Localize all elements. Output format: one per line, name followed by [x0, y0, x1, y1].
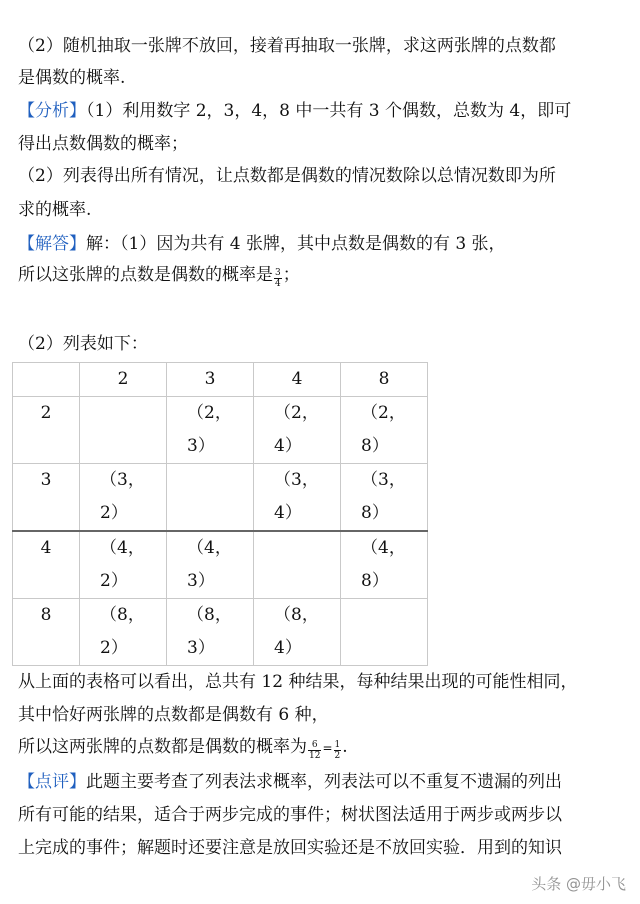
table-cell: （2， 4） [254, 397, 341, 464]
table-cell: （3， 8） [341, 464, 428, 532]
analysis-line-2: 得出点数偶数的概率； [18, 134, 188, 154]
fraction-numerator: 1 [334, 740, 341, 750]
table-cell: （2， 8） [341, 397, 428, 464]
table-row [13, 599, 428, 666]
table-cell [341, 599, 428, 666]
table-cell: （8， 4） [254, 599, 341, 666]
table-row [13, 397, 428, 464]
analysis-tag: 【分析】 [18, 101, 86, 121]
comment-line-2: 所有可能的结果，适合于两步完成的事件；树状图法适用于两步或两步以 [18, 805, 562, 825]
fraction-three-quarters [274, 268, 282, 289]
fraction-one-half [334, 740, 342, 761]
table-row [13, 464, 428, 532]
analysis-line-3: （2）列表得出所有情况，让点数都是偶数的情况数除以总情况数即为所 [18, 166, 556, 186]
table-intro: （2）列表如下： [18, 334, 148, 354]
table-header: 2 [80, 363, 167, 397]
table-cell [254, 531, 341, 599]
table-header-corner [13, 363, 80, 397]
table-cell: （3， 4） [254, 464, 341, 532]
comment-tag: 【点评】 [18, 772, 86, 792]
comment-text: 此题主要考查了列表法求概率，列表法可以不重复不遗漏的列出 [86, 772, 562, 792]
table-row [13, 531, 428, 599]
solution-text-2: 所以这张牌的点数是偶数的概率是 [18, 265, 273, 285]
fraction-six-twelfths [308, 740, 321, 761]
table-cell: （8， 2） [80, 599, 167, 666]
conclusion-line-3 [18, 737, 348, 761]
analysis-text: （1）利用数字 2，3，4，8 中一共有 3 个偶数，总数为 4，即可 [86, 101, 572, 121]
fraction-denominator: 4 [275, 279, 281, 289]
fraction-denominator: 2 [334, 751, 341, 761]
conclusion-line-2: 其中恰好两张牌的点数都是偶数有 6 种， [18, 705, 329, 725]
analysis-line-1 [18, 101, 571, 121]
comment-line-3: 上完成的事件；解题时还要注意是放回实验还是不放回实验．用到的知识 [18, 838, 562, 858]
solution-tag: 【解答】 [18, 234, 86, 254]
outcome-table [12, 362, 428, 666]
table-header: 3 [167, 363, 254, 397]
row-label: 8 [13, 599, 80, 666]
row-label: 3 [13, 464, 80, 532]
conclusion-text: 所以这两张牌的点数都是偶数的概率为 [18, 737, 307, 757]
table-header: 4 [254, 363, 341, 397]
solution-text: 解：（1）因为共有 4 张牌，其中点数是偶数的有 3 张， [86, 234, 506, 254]
watermark: 头条 @毋小飞 [531, 875, 626, 893]
row-label: 4 [13, 531, 80, 599]
conclusion-period: . [342, 737, 348, 757]
table-cell: （2， 3） [167, 397, 254, 464]
table-cell: （4， 3） [167, 531, 254, 599]
table-cell: （3， 2） [80, 464, 167, 532]
table-cell: （4， 8） [341, 531, 428, 599]
equals-sign: = [322, 741, 333, 755]
solution-line-2 [18, 265, 300, 289]
analysis-line-4: 求的概率. [18, 200, 92, 220]
comment-line-1 [18, 772, 562, 792]
conclusion-line-1: 从上面的表格可以看出，总共有 12 种结果，每种结果出现的可能性相同， [18, 672, 578, 692]
solution-line-1 [18, 234, 506, 254]
fraction-numerator: 3 [275, 268, 281, 278]
fraction-denominator: 12 [309, 751, 321, 761]
row-label: 2 [13, 397, 80, 464]
table-cell: （8， 3） [167, 599, 254, 666]
table-header: 8 [341, 363, 428, 397]
solution-semicolon: ； [282, 265, 300, 285]
table-cell [80, 397, 167, 464]
question-line-1: （2）随机抽取一张牌不放回，接着再抽取一张牌，求这两张牌的点数都 [18, 36, 556, 56]
table-cell: （4， 2） [80, 531, 167, 599]
question-line-2: 是偶数的概率. [18, 68, 126, 88]
fraction-numerator: 6 [308, 740, 321, 751]
table-cell [167, 464, 254, 532]
